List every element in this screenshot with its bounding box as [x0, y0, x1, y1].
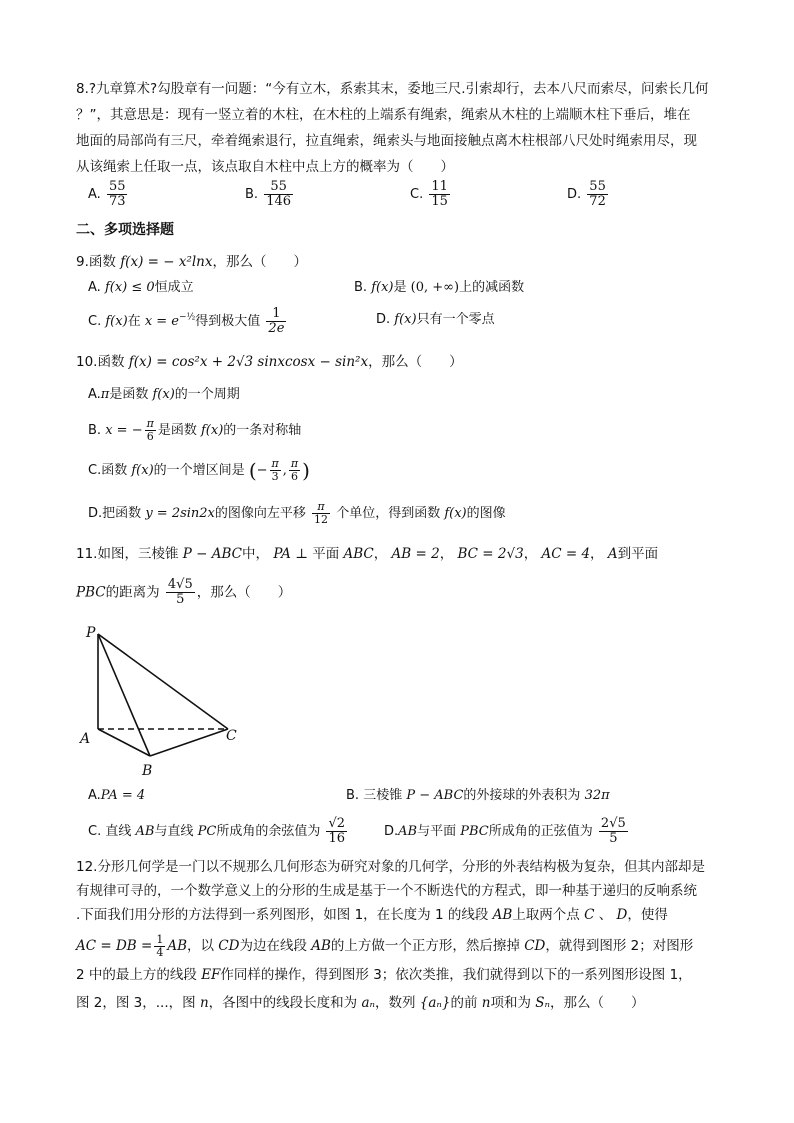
q12-line-6 — [76, 994, 645, 1012]
option-label: C. — [88, 314, 102, 329]
option-label: D. — [88, 506, 103, 521]
math: AC = DB = — [76, 938, 153, 954]
text: .下面我们用分形的方法得到一系列图形，如图 1，在长度为 1 的线段 — [76, 907, 489, 923]
math: P − ABC — [182, 546, 243, 562]
math: P − ABC — [406, 788, 464, 803]
text: 2 中的最上方的线段 — [76, 967, 197, 983]
frac-den: 2e — [268, 321, 285, 336]
frac-num: 55 — [108, 179, 126, 194]
vertex-label-p: P — [86, 625, 96, 641]
frac-num: π — [146, 417, 154, 430]
q11-option-b — [346, 787, 610, 805]
option-text: 是函数 — [109, 387, 149, 402]
math: f(x) — [371, 280, 394, 295]
option-text: 的外接球的外表积为 — [463, 788, 581, 803]
text: 的距离为 — [105, 584, 160, 601]
frac-den: 6 — [291, 470, 299, 483]
text: ，数列 — [374, 995, 416, 1011]
math: f(x) — [444, 506, 467, 521]
option-text: 在 — [127, 314, 141, 329]
option-text: 只有一个零点 — [416, 312, 495, 327]
math: AB — [398, 824, 418, 839]
option-text: 上的减函数 — [459, 280, 525, 295]
text: 11.如图，三棱锥 — [76, 546, 179, 562]
math: Sₙ — [535, 995, 550, 1011]
option-label: B. — [346, 788, 360, 803]
frac-num: 11 — [431, 179, 448, 194]
q10-function: f(x) = cos²x + 2√3 sinxcosx − sin²x — [128, 354, 369, 370]
q9-function: f(x) = − x²lnx — [120, 254, 213, 270]
text: 上取两个点 — [512, 907, 580, 923]
option-text: 的图像 — [466, 506, 506, 521]
text: 到平面 — [617, 546, 659, 562]
math: aₙ — [361, 995, 375, 1011]
q10-prefix: 10.函数 — [76, 354, 125, 370]
math: f(x) ≤ 0 — [104, 280, 155, 295]
option-text: 是 — [393, 280, 407, 295]
frac-den: 16 — [328, 831, 346, 846]
frac-den: 6 — [146, 430, 154, 443]
q11-stem-line-2 — [76, 578, 291, 607]
math: {aₙ} — [419, 995, 451, 1011]
option-text: 的一个周期 — [174, 387, 240, 402]
option-text: 所成角的余弦值为 — [216, 824, 321, 839]
frac-num: 55 — [589, 179, 606, 194]
math: PA = 4 — [100, 788, 146, 803]
option-text: 把函数 — [102, 506, 142, 521]
frac-den: 5 — [609, 831, 618, 846]
option-label: A. — [88, 387, 101, 402]
q8-option-b — [245, 180, 295, 209]
tetrahedron-figure — [76, 622, 246, 780]
option-label: C. — [88, 463, 102, 478]
math: x = e — [144, 314, 179, 329]
q9-prefix: 9.函数 — [76, 254, 116, 270]
math: f(x) — [394, 312, 417, 327]
math: AB — [311, 938, 331, 954]
frac-den: 72 — [589, 194, 606, 209]
math: n — [481, 995, 491, 1011]
q8-option-d — [567, 180, 610, 209]
text: 的上方做一个正方形，然后擦掉 — [330, 938, 520, 954]
q12-line-4 — [76, 932, 693, 960]
edge-bc — [150, 729, 228, 756]
q8-line-1: 8.?九章算术?勾股章有一问题：“今有立木，系索其末，委地三尺.引索却行，去本八尺而索尽，问索长几何 — [76, 81, 709, 97]
q12-line-2: 有规律可寻的，一个数学意义上的分形的生成是基于一个不断迭代的方程式，即一种基于递归的反响系统 — [76, 883, 697, 899]
option-text: 直线 — [105, 824, 132, 839]
frac-den: 73 — [108, 194, 126, 209]
option-text: 得到极大值 — [195, 314, 261, 329]
math: PA ⊥ — [273, 546, 308, 562]
option-text: 的一条对称轴 — [223, 423, 302, 438]
frac-den: 146 — [266, 194, 292, 209]
vertex-label-c: C — [226, 728, 237, 744]
option-text: 三棱锥 — [363, 788, 403, 803]
math: EF — [201, 967, 221, 983]
option-label: A. — [88, 187, 101, 202]
text: 的前 — [450, 995, 478, 1011]
math: AB — [135, 824, 155, 839]
option-label: B. — [88, 423, 102, 438]
option-label: B. — [354, 280, 368, 295]
q9-stem — [76, 253, 307, 271]
frac-num: 55 — [264, 180, 293, 195]
math: f(x) — [152, 387, 175, 402]
q8-line-2: ？”，其意思是：现有一竖立着的木柱，在木柱的上端系有绳索，绳索从木柱的上端顺木柱下垂后，堆在 — [76, 107, 691, 123]
q10-option-d — [88, 501, 506, 526]
text: ，那么（ ） — [196, 584, 292, 601]
option-text: 与直线 — [154, 824, 194, 839]
math: f(x) — [200, 423, 224, 438]
q10-stem — [76, 353, 463, 371]
option-text: 是函数 — [157, 423, 197, 438]
math: D — [616, 907, 628, 923]
q9-suffix: ，那么（ ） — [212, 254, 307, 270]
q12-line-5 — [76, 966, 692, 984]
q9-option-c — [88, 307, 288, 336]
frac-num: π — [312, 501, 330, 514]
math: A — [607, 546, 618, 562]
text: ，那么（ ） — [550, 995, 645, 1011]
math: CD — [524, 938, 546, 954]
text: 平面 — [312, 546, 340, 562]
edge-ab — [98, 729, 150, 756]
q8-option-c — [410, 180, 452, 209]
option-text: 函数 — [101, 463, 128, 478]
option-label: D. — [384, 824, 399, 839]
option-text: 的图像向左平移 — [214, 506, 306, 521]
math: 32π — [584, 788, 610, 803]
math: BC = 2√3 — [457, 546, 524, 562]
q12-line-1: 12.分形几何学是一门以不规那么几何形态为研究对象的几何学，分形的外表结构极为复杂，但其内部却是 — [76, 859, 705, 875]
option-label: C. — [88, 824, 102, 839]
math: ABC — [343, 546, 374, 562]
section-header-multiple-choice: 二、多项选择题 — [76, 222, 174, 238]
text: 、 — [598, 907, 613, 923]
option-text: 与平面 — [417, 824, 457, 839]
q9-option-a — [88, 279, 194, 297]
frac-num: 1 — [266, 307, 286, 322]
frac-num: π — [290, 457, 299, 470]
q8-option-a — [88, 180, 129, 209]
option-text: 个单位，得到函数 — [336, 506, 441, 521]
q12-line-3 — [76, 906, 668, 924]
text: ，以 — [187, 938, 214, 954]
q10-suffix: ，那么（ ） — [368, 354, 463, 370]
math: AB = 2 — [391, 546, 440, 562]
text: 图 2，图 3，...，图 — [76, 995, 196, 1011]
q9-option-b — [354, 279, 524, 297]
frac-den: 12 — [314, 513, 329, 526]
frac-num: 2√5 — [600, 816, 626, 831]
frac-den: 4 — [156, 945, 164, 959]
frac-den: 15 — [431, 194, 448, 209]
text: ，使得 — [627, 907, 668, 923]
text: 作同样的操作，得到图形 3；依次类推，我们就得到以下的一系列图形设图 1， — [220, 967, 692, 983]
math-interval: (0, +∞) — [410, 280, 460, 295]
q10-option-c: C.函数 f(x)的一个增区间是 (− $\frac{\pi}{3}$ , $\frac{\pi}{6}$ ) — [88, 457, 310, 483]
q11-option-a — [88, 787, 145, 805]
frac-den: 3 — [271, 470, 279, 483]
option-label: D. — [376, 312, 391, 327]
option-text: 恒成立 — [154, 280, 194, 295]
math: f(x) — [131, 463, 154, 478]
math: x = − — [105, 423, 143, 438]
frac-num: √2 — [328, 816, 346, 831]
option-text: 的一个增区间是 — [153, 463, 245, 478]
text: 为边在线段 — [239, 938, 307, 954]
frac-num: 1 — [156, 932, 164, 946]
paren-close: ) — [302, 458, 310, 483]
option-label: C. — [410, 187, 424, 202]
q11-option-d — [384, 817, 630, 846]
math: AB — [167, 938, 187, 954]
option-label: D. — [567, 187, 582, 202]
q8-line-3: 地面的局部尚有三尺，牵着绳索退行，拉直绳索，绳索头与地面接触点离木柱根部八尺处时绳索用尽，现 — [76, 133, 697, 149]
math: n — [199, 995, 209, 1011]
option-text: 所成角的正弦值为 — [488, 824, 593, 839]
q11-option-c — [88, 817, 349, 846]
frac-den: 5 — [176, 592, 185, 607]
math: PBC — [76, 584, 106, 601]
q10-option-b — [88, 418, 301, 443]
frac-num: 4√5 — [167, 577, 193, 592]
option-label: A. — [88, 788, 101, 803]
frac-num: π — [271, 457, 279, 470]
text: 项和为 — [490, 995, 531, 1011]
math: y = 2sin2x — [145, 506, 215, 521]
q11-stem-line-1: 11.如图，三棱锥 P − ABC中， PA ⊥ 平面 ABC， AB = 2， BC = 2√3， AC = 4， A到平面 — [76, 546, 659, 562]
math: C — [584, 907, 595, 923]
math: AB — [492, 907, 513, 923]
paren-open: ( — [248, 458, 257, 483]
text: ，各图中的线段长度和为 — [208, 995, 358, 1011]
text: ，就得到图形 2；对图形 — [545, 938, 694, 954]
math: π — [100, 387, 110, 402]
math: f(x) — [105, 314, 128, 329]
q8-line-4: 从该绳索上任取一点，该点取自木柱中点上方的概率为（ ） — [76, 159, 454, 175]
math: PC — [197, 824, 217, 839]
math: CD — [218, 938, 240, 954]
math-exponent: −½ — [179, 312, 196, 323]
q10-option-a — [88, 386, 240, 404]
option-label: B. — [245, 187, 259, 202]
vertex-label-b: B — [142, 763, 153, 779]
text: 中， — [242, 546, 270, 562]
math: AC = 4 — [541, 546, 591, 562]
q9-option-d — [376, 311, 495, 329]
vertex-label-a: A — [80, 731, 91, 747]
math: PBC — [460, 824, 489, 839]
option-label: A. — [88, 280, 101, 295]
